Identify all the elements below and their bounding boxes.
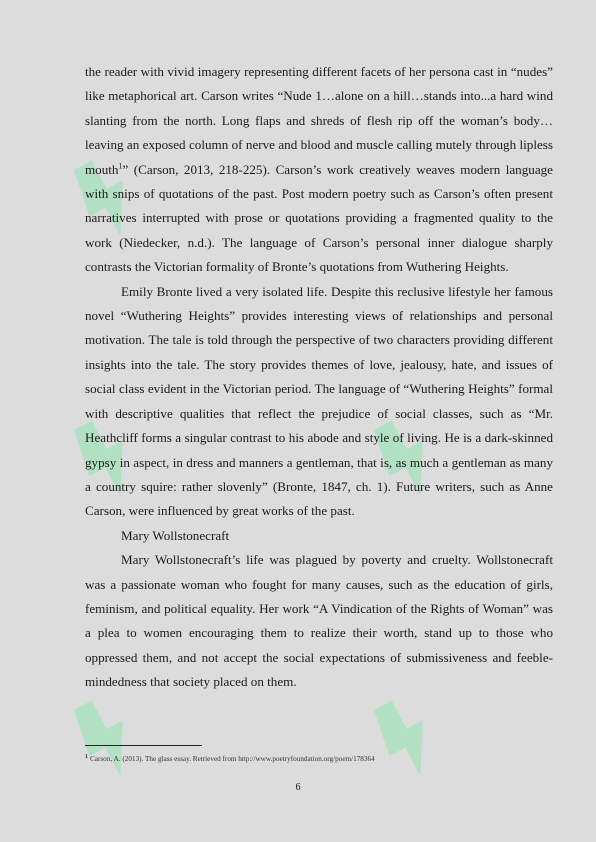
body-text	[85, 60, 553, 695]
paragraph-carson	[85, 60, 553, 280]
section-heading: Mary Wollstonecraft	[121, 527, 230, 543]
paragraph-bronte: Emily Bronte lived a very isolated life. Despite this reclusive lifestyle her famous novel “Wuthering Heights” provides interesting views of relationships and personal motivation. The tale is told through the perspective of two characters providing different insights into the tale. The story provides themes of love, jealousy, hate, and issues of social class evident in the Victorian period. The language of “Wuthering Heights” formal with descriptive qualities that reflect the prejudice of social classes, such as “Mr. Heathcliff forms a singular contrast to his abode and style of living. He is a dark-skinned gypsy in aspect, in dress and manners a gentleman, that is, as much a gentleman as many a country squire: rather slovenly” (Bronte, 1847, ch. 1). Future writers, such as Anne Carson, were influenced by great works of the past.	[85, 283, 553, 519]
paragraph-text: ” (Carson, 2013, 218-225). Carson’s work creatively weaves modern language with snips of quotations of the past. Post modern poetry such as Carson’s often present narratives interrupted with prose or quotations providing a fragmented quality to the work (Niedecker, n.d.). The language of Carson’s personal inner dialogue sharply contrasts the Victorian formality of Bronte’s quotations from Wuthering Heights.	[85, 161, 553, 275]
paragraph-wollstonecraft: Mary Wollstonecraft’s life was plagued by poverty and cruelty. Wollstonecraft was a passionate woman who fought for many causes, such as the education of girls, feminism, and political equality. Her work “A Vindication of the Rights of Woman” was a plea to women encouraging them to realize their worth, stand up to those who oppressed them, and not accept the social expectations of submissiveness and feeble-mindedness that society placed on them.	[85, 552, 553, 690]
watermark-logo-icon	[53, 678, 160, 793]
paragraph-text: the reader with vivid imagery representing different facets of her persona cast in “nudes” like metaphorical art. Carson writes “Nude 1…alone on a hill…stands into...a hard wind slanting from the north. Long flaps and shreds of flesh rip off the woman’s body…leaving an exposed column of nerve and blood and muscle calling mutely through lipless mouth	[85, 64, 553, 177]
page-number: 6	[295, 782, 301, 793]
watermark-logo-icon	[353, 678, 460, 793]
footnote-mark: 1	[85, 754, 88, 760]
footnote	[85, 752, 553, 764]
footnote-reference[interactable]: 1	[118, 161, 123, 171]
footnote-text: Carson, A. (2013). The glass essay. Retrieved from http://www.poetryfoundation.org/poem/178364	[90, 755, 375, 763]
footnote-divider	[85, 745, 202, 746]
